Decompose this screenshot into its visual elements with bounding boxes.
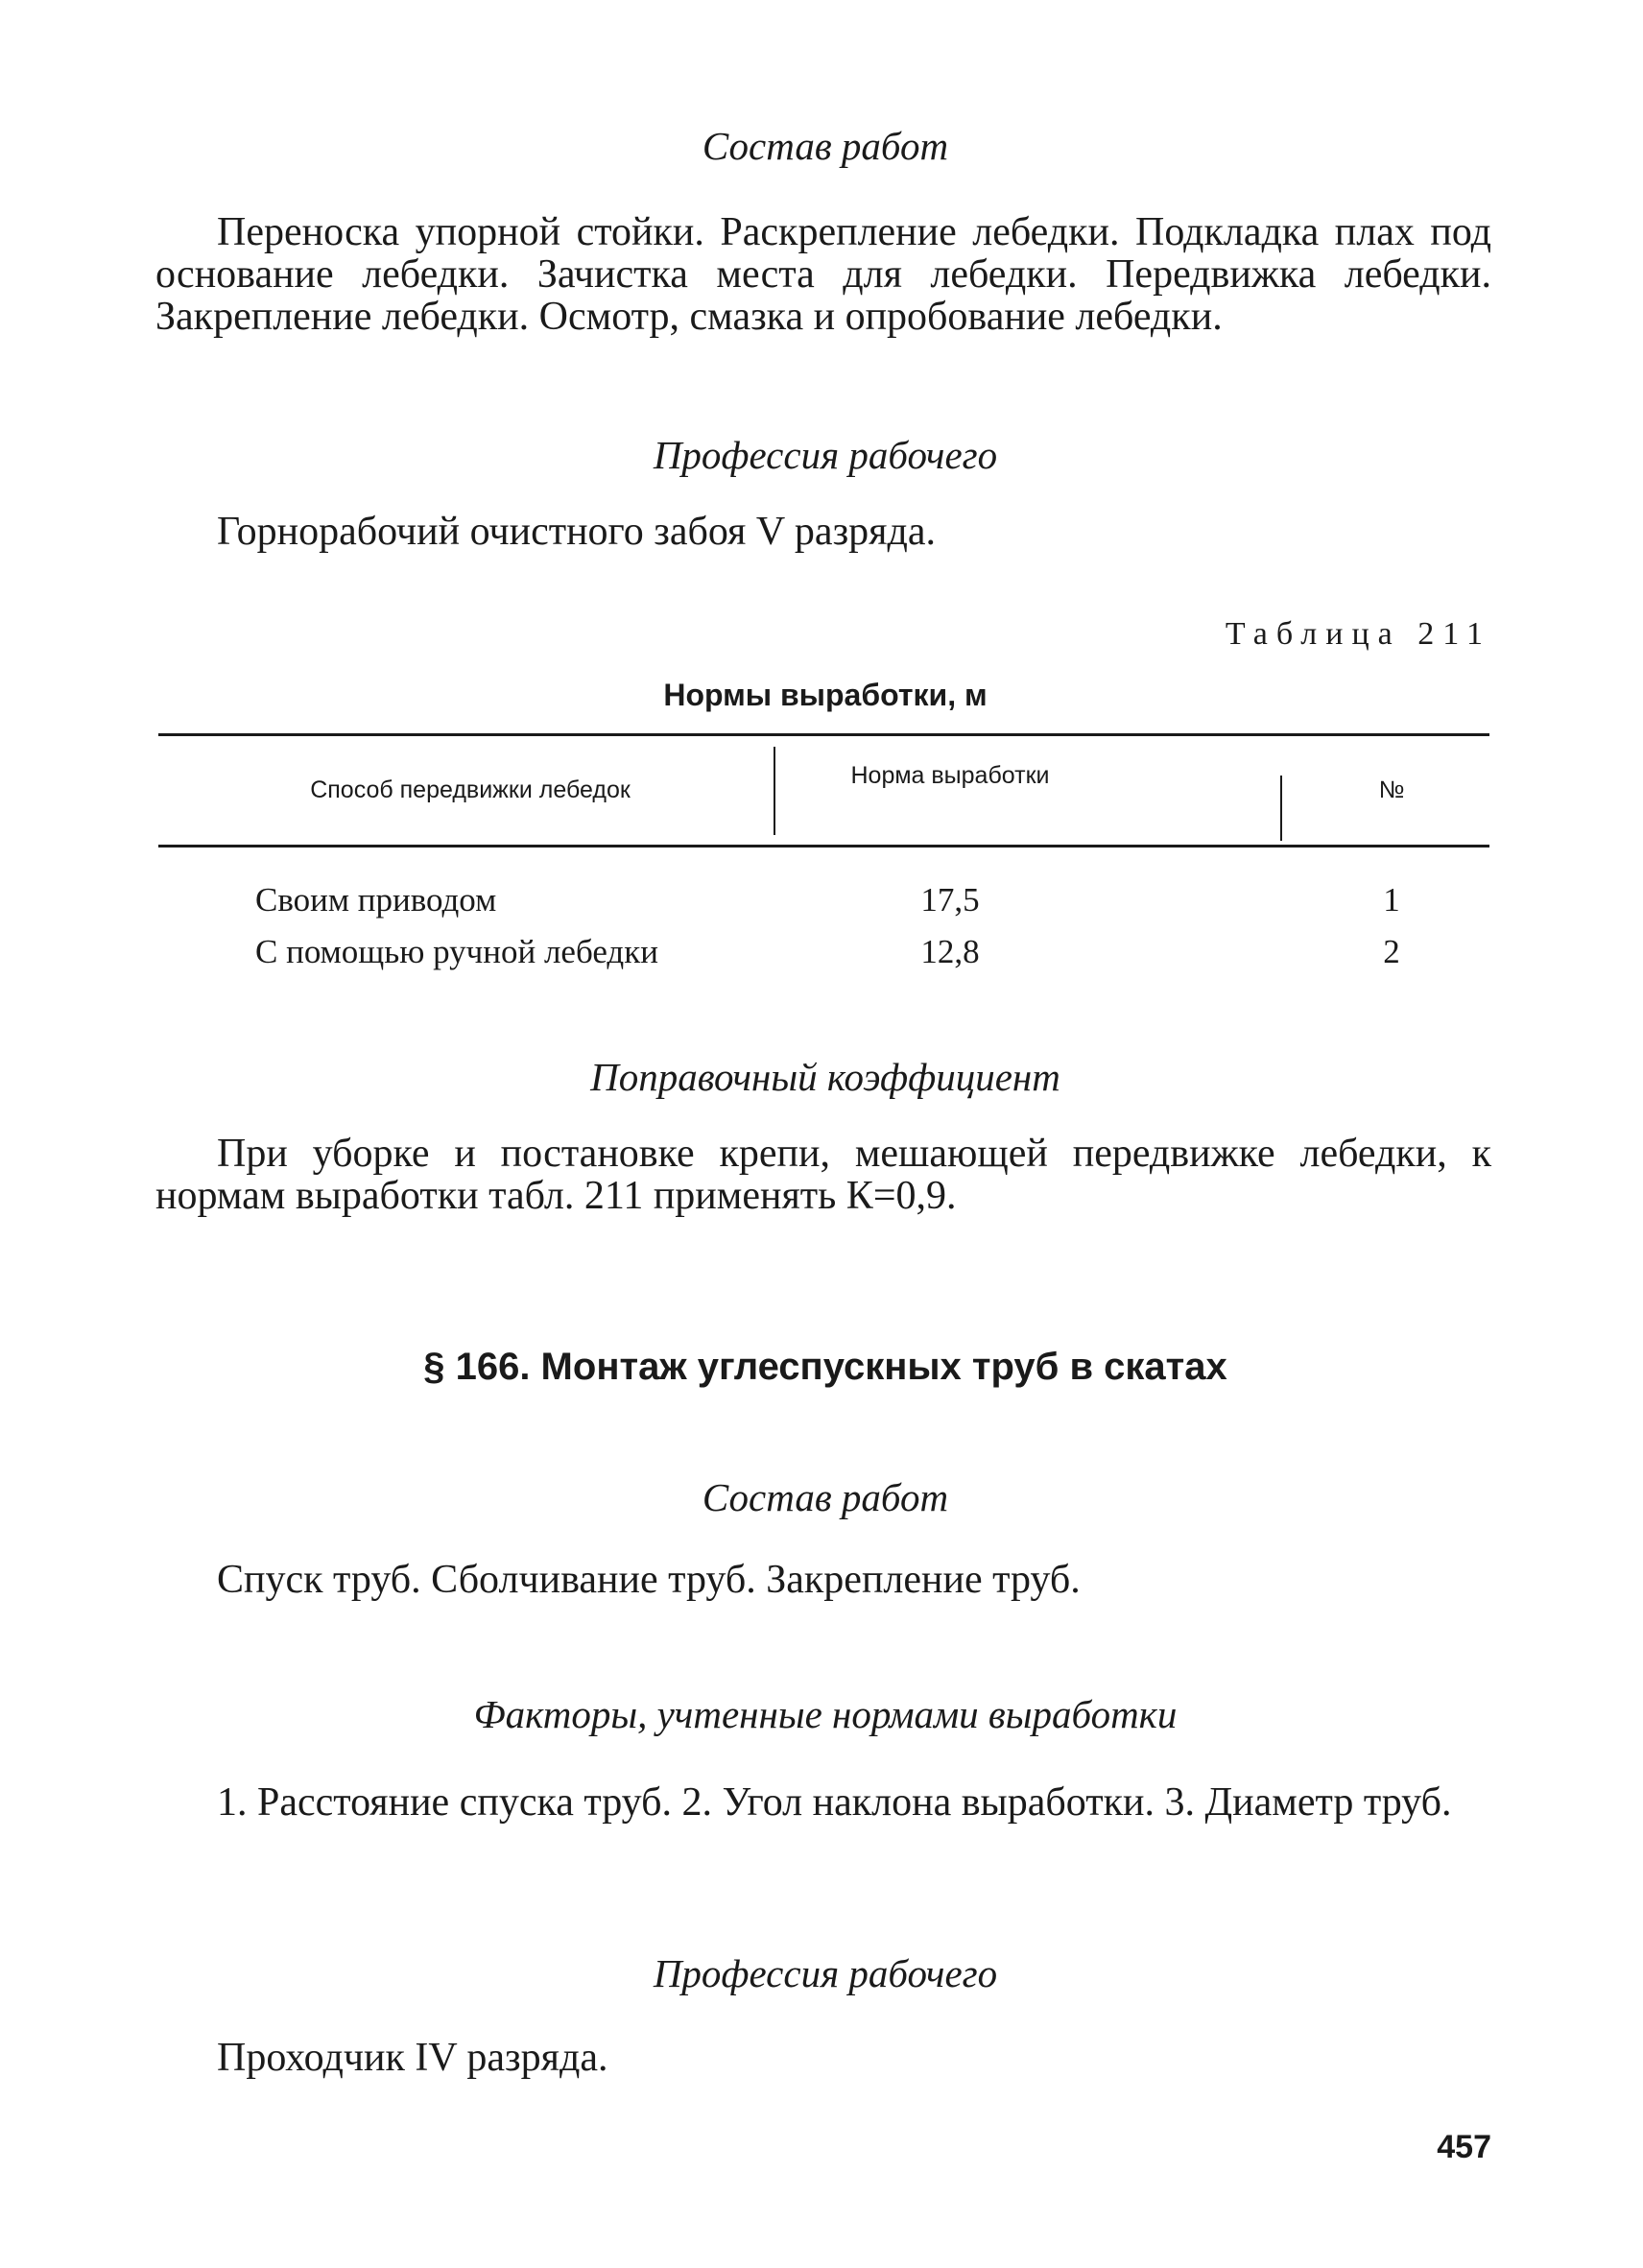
table-header-rule	[158, 845, 1489, 848]
table-column-divider	[774, 747, 775, 835]
heading-sostav-rabot-2: Состав работ	[702, 1475, 949, 1519]
heading-faktory: Факторы, учтенные нормами выработки	[473, 1692, 1178, 1736]
paragraph-sostav-rabot-2: Спуск труб. Сболчивание труб. Закрепление труб.	[217, 1558, 1081, 1602]
table-title: Нормы выработки, м	[663, 678, 988, 712]
paragraph-sostav-rabot: Переноска упорной стойки. Раскрепление лебедки. Подкладка плах под основание лебедки. Зачистка места для лебедки. Передвижка лебедки. Закрепление лебедки. Осмотр, смазка и опробование лебедки.	[155, 210, 1491, 339]
heading-sostav-rabot: Состав работ	[702, 124, 949, 168]
table-row-1-norm: 17,5	[920, 881, 980, 919]
table-row-1-num: 1	[1383, 881, 1400, 919]
section-title: § 166. Монтаж углеспускных труб в скатах	[423, 1346, 1227, 1388]
table-header-norm: Норма выработки	[850, 762, 1050, 789]
paragraph-faktory: 1. Расстояние спуска труб. 2. Угол наклона выработки. 3. Диаметр труб.	[217, 1780, 1452, 1825]
page-number: 457	[1437, 2129, 1491, 2165]
table-column-divider	[1280, 776, 1282, 841]
heading-professiya: Профессия рабочего	[653, 433, 998, 477]
table-row-2-method: С помощью ручной лебедки	[255, 933, 658, 970]
table-row-1-method: Своим приводом	[255, 881, 497, 919]
paragraph-popravochny: При уборке и постановке крепи, мешающей передвижке лебедки, к нормам выработки табл. 211 применять К=0,9.	[155, 1132, 1491, 1218]
paragraph-professiya: Горнорабочий очистного забоя V разряда.	[217, 510, 936, 554]
heading-professiya-2: Профессия рабочего	[653, 1951, 998, 1995]
paragraph-professiya-2: Проходчик IV разряда.	[217, 2036, 608, 2080]
heading-popravochny: Поправочный коэффициент	[590, 1055, 1060, 1099]
table-header-method: Способ передвижки лебедок	[310, 776, 631, 803]
table-top-rule	[158, 733, 1489, 736]
table-header-number: №	[1378, 776, 1405, 803]
table-row-2-num: 2	[1383, 933, 1400, 970]
table-row-2-norm: 12,8	[920, 933, 980, 970]
table-label: Таблица 211	[1225, 616, 1491, 652]
